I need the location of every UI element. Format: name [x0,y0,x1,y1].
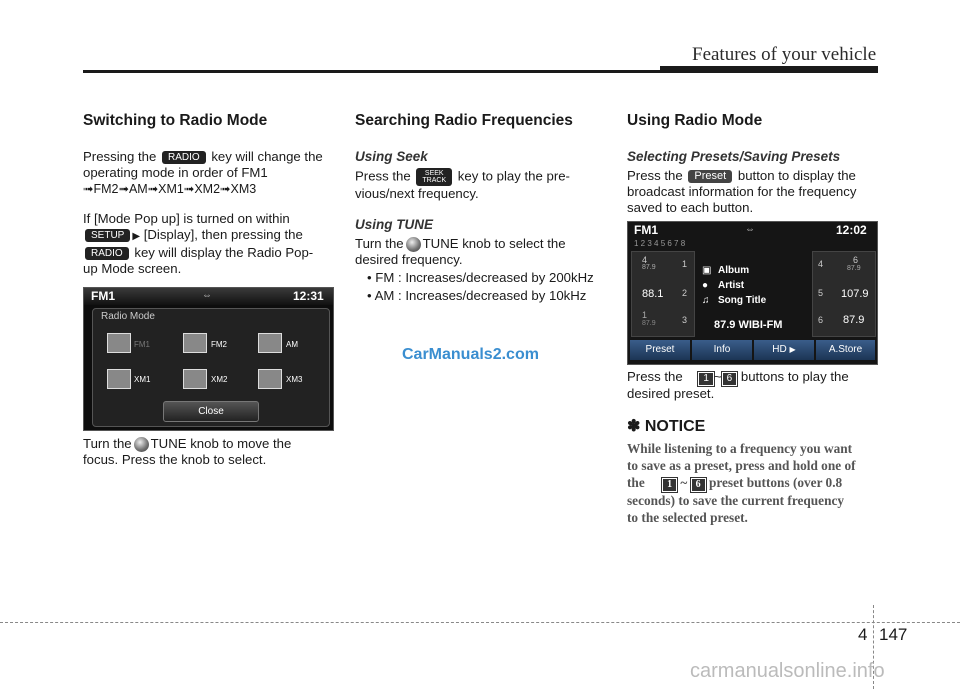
band-label: FM1 [91,289,115,303]
preset-6-key-icon: 6 [691,478,706,492]
band-label: FM1 [634,223,658,237]
info-button[interactable]: Info [692,340,752,360]
clock: 12:02 [836,223,867,237]
preset-key-icon: Preset [688,170,732,183]
radio-key-icon: RADIO [85,247,129,260]
section-heading: Using Radio Mode [627,112,763,129]
bullet-item: • FM : Increases/decreased by 200kHz [367,270,594,286]
now-playing [696,251,809,335]
artist-icon: ● [702,280,709,291]
artist-label: Artist [718,280,745,291]
fm2-icon[interactable] [183,333,207,353]
mode-item-xm3[interactable]: XM3 [286,375,303,384]
notice-body: While listening to a frequency you want to save as a preset, press and hold one of the 1 ~ 6 preset buttons (over 0.8 seconds) to save the current frequency to the selected preset. [627,441,856,525]
preset-button[interactable]: Preset [630,340,690,360]
tune-knob-icon [134,437,149,452]
right-preset-list [812,251,876,337]
preset-slot: 3 [682,315,688,325]
paragraph: Press the Preset button to display the broadcast information for the frequency saved to each button. [627,168,857,215]
popup-title: Radio Mode [101,311,155,322]
astore-button[interactable]: A.Store [816,340,875,360]
station-name: 87.9 WIBI-FM [714,319,783,331]
radio-key-icon: RADIO [162,151,206,164]
paragraph: Pressing the RADIO key will change the operating mode in order of FM1 ➟FM2➟AM➟XM1➟XM2➟XM3 [83,149,323,196]
subheading: Selecting Presets/Saving Presets [627,149,841,164]
preset-slot: 2 [682,288,688,298]
footer-rule [0,622,960,623]
usb-icon: ⇔ [202,290,212,301]
preset-1-key-icon: 1 [698,372,714,386]
album-label: Album [718,265,750,276]
notice-title: ✽ NOTICE [627,418,706,435]
footer-watermark[interactable]: carmanualsonline.info [690,660,885,682]
music-note-icon: ♫ [702,295,710,306]
mode-item-fm1[interactable]: FM1 [134,340,150,349]
mode-item-xm2[interactable]: XM2 [211,375,228,384]
xm1-icon[interactable] [107,369,131,389]
paragraph: If [Mode Pop up] is turned on within SETUP ▶ [Display], then pressing the RADIO key will display the Radio Pop- up Mode screen. [83,211,314,276]
subheading: Using TUNE [355,217,434,232]
preset-freq[interactable]: 87.9 [642,320,656,327]
album-icon: ▣ [702,265,712,276]
chapter-number: 4 [858,625,868,644]
section-heading: Switching to Radio Mode [83,112,268,129]
mode-item-xm1[interactable]: XM1 [134,375,151,384]
subheading: Using Seek [355,149,428,164]
preset-number: 1 [642,310,648,320]
section-heading: Searching Radio Frequencies [355,112,573,129]
column-radio-mode [83,112,333,277]
preset-number: 4 [642,255,648,265]
column-radio-mode-text2 [83,436,333,468]
mode-item-am[interactable]: AM [286,340,298,349]
song-title: Song Title [718,295,767,306]
paragraph: Turn the TUNE knob to select the desired frequency. [355,236,566,268]
tune-knob-icon [406,237,421,252]
am-icon[interactable] [258,333,282,353]
radio-mode-screen [83,287,334,431]
header-title: Features of your vehicle [692,44,877,65]
mode-item-fm2[interactable]: FM2 [211,340,227,349]
paragraph: Press the 1 ~ 6 buttons to play the desired preset. [627,369,849,401]
preset-6-key-icon: 6 [722,372,738,386]
paragraph: Press the SEEK TRACK key to play the pre- vious/next frequency. [355,168,570,201]
preset-slot: 1 [682,259,688,269]
column-using-radio [627,112,877,216]
preset-slot: 5 [818,288,824,298]
seek-track-key-icon: SEEK TRACK [416,168,452,186]
preset-slot: 4 [818,259,824,269]
xm3-icon[interactable] [258,369,282,389]
column-using-radio-text2 [627,369,877,526]
hd-button[interactable]: HD ▶ [754,340,814,360]
setup-key-icon: SETUP [85,229,130,242]
preset-slot: 6 [818,315,824,325]
left-preset-list [631,251,695,337]
preset-screen [627,221,878,365]
close-button[interactable]: Close [163,401,259,422]
clock: 12:31 [293,289,324,303]
watermark[interactable]: CarManuals2.com [402,346,539,363]
xm2-icon[interactable] [183,369,207,389]
preset-1-key-icon: 1 [662,478,677,492]
fm1-icon[interactable] [107,333,131,353]
preset-number: 6 [853,255,859,265]
radio-mode-popup [92,308,330,427]
preset-freq[interactable]: 87.9 [843,314,865,326]
header-rule-accent [660,66,878,72]
play-icon: ▶ [789,345,796,354]
preset-freq[interactable]: 87.9 [847,265,861,272]
preset-freq[interactable]: 88.1 [642,288,664,300]
usb-icon: ⇔ [745,224,755,235]
page-number: 147 [879,625,908,644]
column-searching [355,112,605,304]
preset-freq[interactable]: 107.9 [841,288,869,300]
preset-freq[interactable]: 87.9 [642,264,656,271]
arrow-right-icon: ▶ [132,231,141,242]
preset-page-numbers: 1 2 3 4 5 6 7 8 [634,239,686,248]
paragraph: Turn the TUNE knob to move the focus. Press the knob to select. [83,436,292,468]
bullet-item: • AM : Increases/decreased by 10kHz [367,288,587,304]
